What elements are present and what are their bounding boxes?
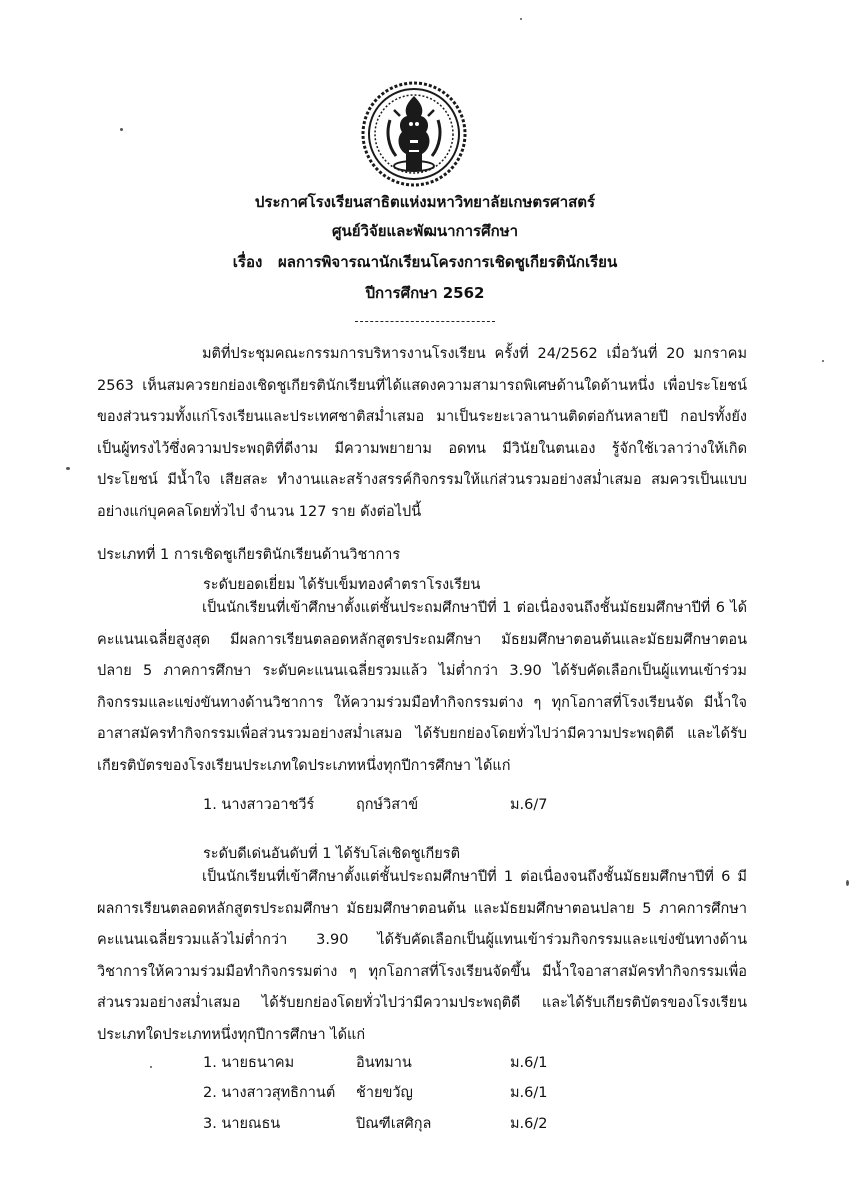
level-outstanding-1-criteria [97,862,747,1051]
student-class: ม.6/7 [510,797,548,813]
student-class: ม.6/1 [510,1055,548,1071]
student-surname: ช้ายขวัญ [356,1085,413,1101]
student-class: ม.6/1 [510,1085,548,1101]
level-outstanding-1-criteria-text: เป็นนักเรียนที่เข้าศึกษาตั้งแต่ชั้นประถมศึกษาปีที่ 1 ต่อเนื่องจนถึงชั้นมัธยมศึกษาปีที่ 6 มีผลการเรียนตลอดหลักสูตรประถมศึกษา มัธยมศึกษาตอนต้น และมัธยมศึกษาตอนปลาย 5 ภาคการศึกษา คะแนนเฉลี่ยรวมแล้วไม่ต่ำกว่า 3.90 ได้รับคัดเลือกเป็นผู้แทนเข้าร่วมกิจกรรมและแข่งขันทางด้านวิชาการให้ความร่วมมือทำกิจกรรมต่าง ๆ ทุกโอกาสที่โรงเรียนจัดขึ้น มีน้ำใจอาสาสมัครทำกิจกรรมเพื่อส่วนรวมอย่างสม่ำเสมอ ได้รับยกย่องโดยทั่วไปว่ามีความประพฤติดี และได้รับเกียรติบัตรของโรงเรียนประเภทใดประเภทหนึ่งทุกปีการศึกษา ได้แก่ [97,869,747,1043]
student-name: 1. นางสาวอาชวีร์ [203,797,315,813]
student-name: 2. นางสาวสุทธิกานต์ [203,1085,336,1101]
intro-paragraph [97,339,747,528]
subject-text: ผลการพิจารณานักเรียนโครงการเชิดชูเกียรตินักเรียน [277,253,618,271]
scan-speck [520,18,522,20]
student-name: 1. นายธนาคม [203,1055,295,1071]
announcement-subject [0,250,850,274]
level-excellent-criteria-text: เป็นนักเรียนที่เข้าศึกษาตั้งแต่ชั้นประถมศึกษาปีที่ 1 ต่อเนื่องจนถึงชั้นมัธยมศึกษาปีที่ 6 ได้คะแนนเฉลี่ยสูงสุด มีผลการเรียนตลอดหลักสูตรประถมศึกษา มัธยมศึกษาตอนต้นและมัธยมศึกษาตอนปลาย 5 ภาคการศึกษา ระดับคะแนนเฉลี่ยรวมแล้ว ไม่ต่ำกว่า 3.90 ได้รับคัดเลือกเป็นผู้แทนเข้าร่วมกิจกรรมและแข่งขันทางด้านวิชาการ ให้ความร่วมมือทำกิจกรรมต่าง ๆ ทุกโอกาสที่โรงเรียนจัด มีน้ำใจอาสาสมัครทำกิจกรรมเพื่อส่วนรวมอย่างสม่ำเสมอ ได้รับยกย่องโดยทั่วไปว่ามีความประพฤติดี และได้รับเกียรติบัตรของโรงเรียนประเภทใดประเภทหนึ่งทุกปีการศึกษา ได้แก่ [97,600,747,774]
intro-text: มติที่ประชุมคณะกรรมการบริหารงานโรงเรียน ครั้งที่ 24/2562 เมื่อวันที่ 20 มกราคม 2563 เห็นสมควรยกย่องเชิดชูเกียรตินักเรียนที่ได้แสดงความสามารถพิเศษด้านใดด้านหนึ่ง เพื่อประโยชน์ของส่วนรวมทั้งแก่โรงเรียนและประเทศชาติสม่ำเสมอ มาเป็นระยะเวลานานติดต่อกันหลายปี กอปรทั้งยังเป็นผู้ทรงไว้ซึ่งความประพฤติที่ดีงาม มีความพยายาม อดทน มีวินัยในตนเอง รู้จักใช้เวลาว่างให้เกิดประโยชน์ มีน้ำใจ เสียสละ ทำงานและสร้างสรรค์กิจกรรมให้แก่ส่วนรวมอย่างสม่ำเสมอ สมควรเป็นแบบอย่างแก่บุคคลโดยทั่วไป จำนวน 127 ราย ดังต่อไปนี้ [97,346,747,520]
level-outstanding-1-heading: ระดับดีเด่นอันดับที่ 1 ได้รับโล่เชิดชูเกียรติ [203,846,461,862]
announcement-org-title: ประกาศโรงเรียนสาธิตแห่งมหาวิทยาลัยเกษตรศาสตร์ [254,193,596,211]
student-surname: อินทมาน [356,1055,412,1071]
student-surname: ปิณฑีเสศิกุล [356,1116,432,1132]
level-excellent-heading: ระดับยอดเยี่ยม ได้รับเข็มทองคำตราโรงเรียน [203,577,481,593]
level-excellent-criteria [97,593,747,782]
student-class: ม.6/2 [510,1116,548,1132]
school-seal-emblem [360,80,468,188]
student-surname: ฤกษ์วิสาข์ [356,797,419,813]
scan-speck [66,467,70,470]
scan-speck [120,128,123,131]
header-divider [355,321,495,322]
announcement-year: ปีการศึกษา 2562 [365,284,485,302]
student-name: 3. นายณธน [203,1116,281,1132]
subject-label: เรื่อง [232,253,263,271]
scan-speck [150,1066,152,1068]
scan-speck [822,360,824,362]
scan-speck [846,880,849,886]
announcement-center-title: ศูนย์วิจัยและพัฒนาการศึกษา [331,222,519,240]
category-1-title: ประเภทที่ 1 การเชิดชูเกียรตินักเรียนด้านวิชาการ [97,547,401,563]
